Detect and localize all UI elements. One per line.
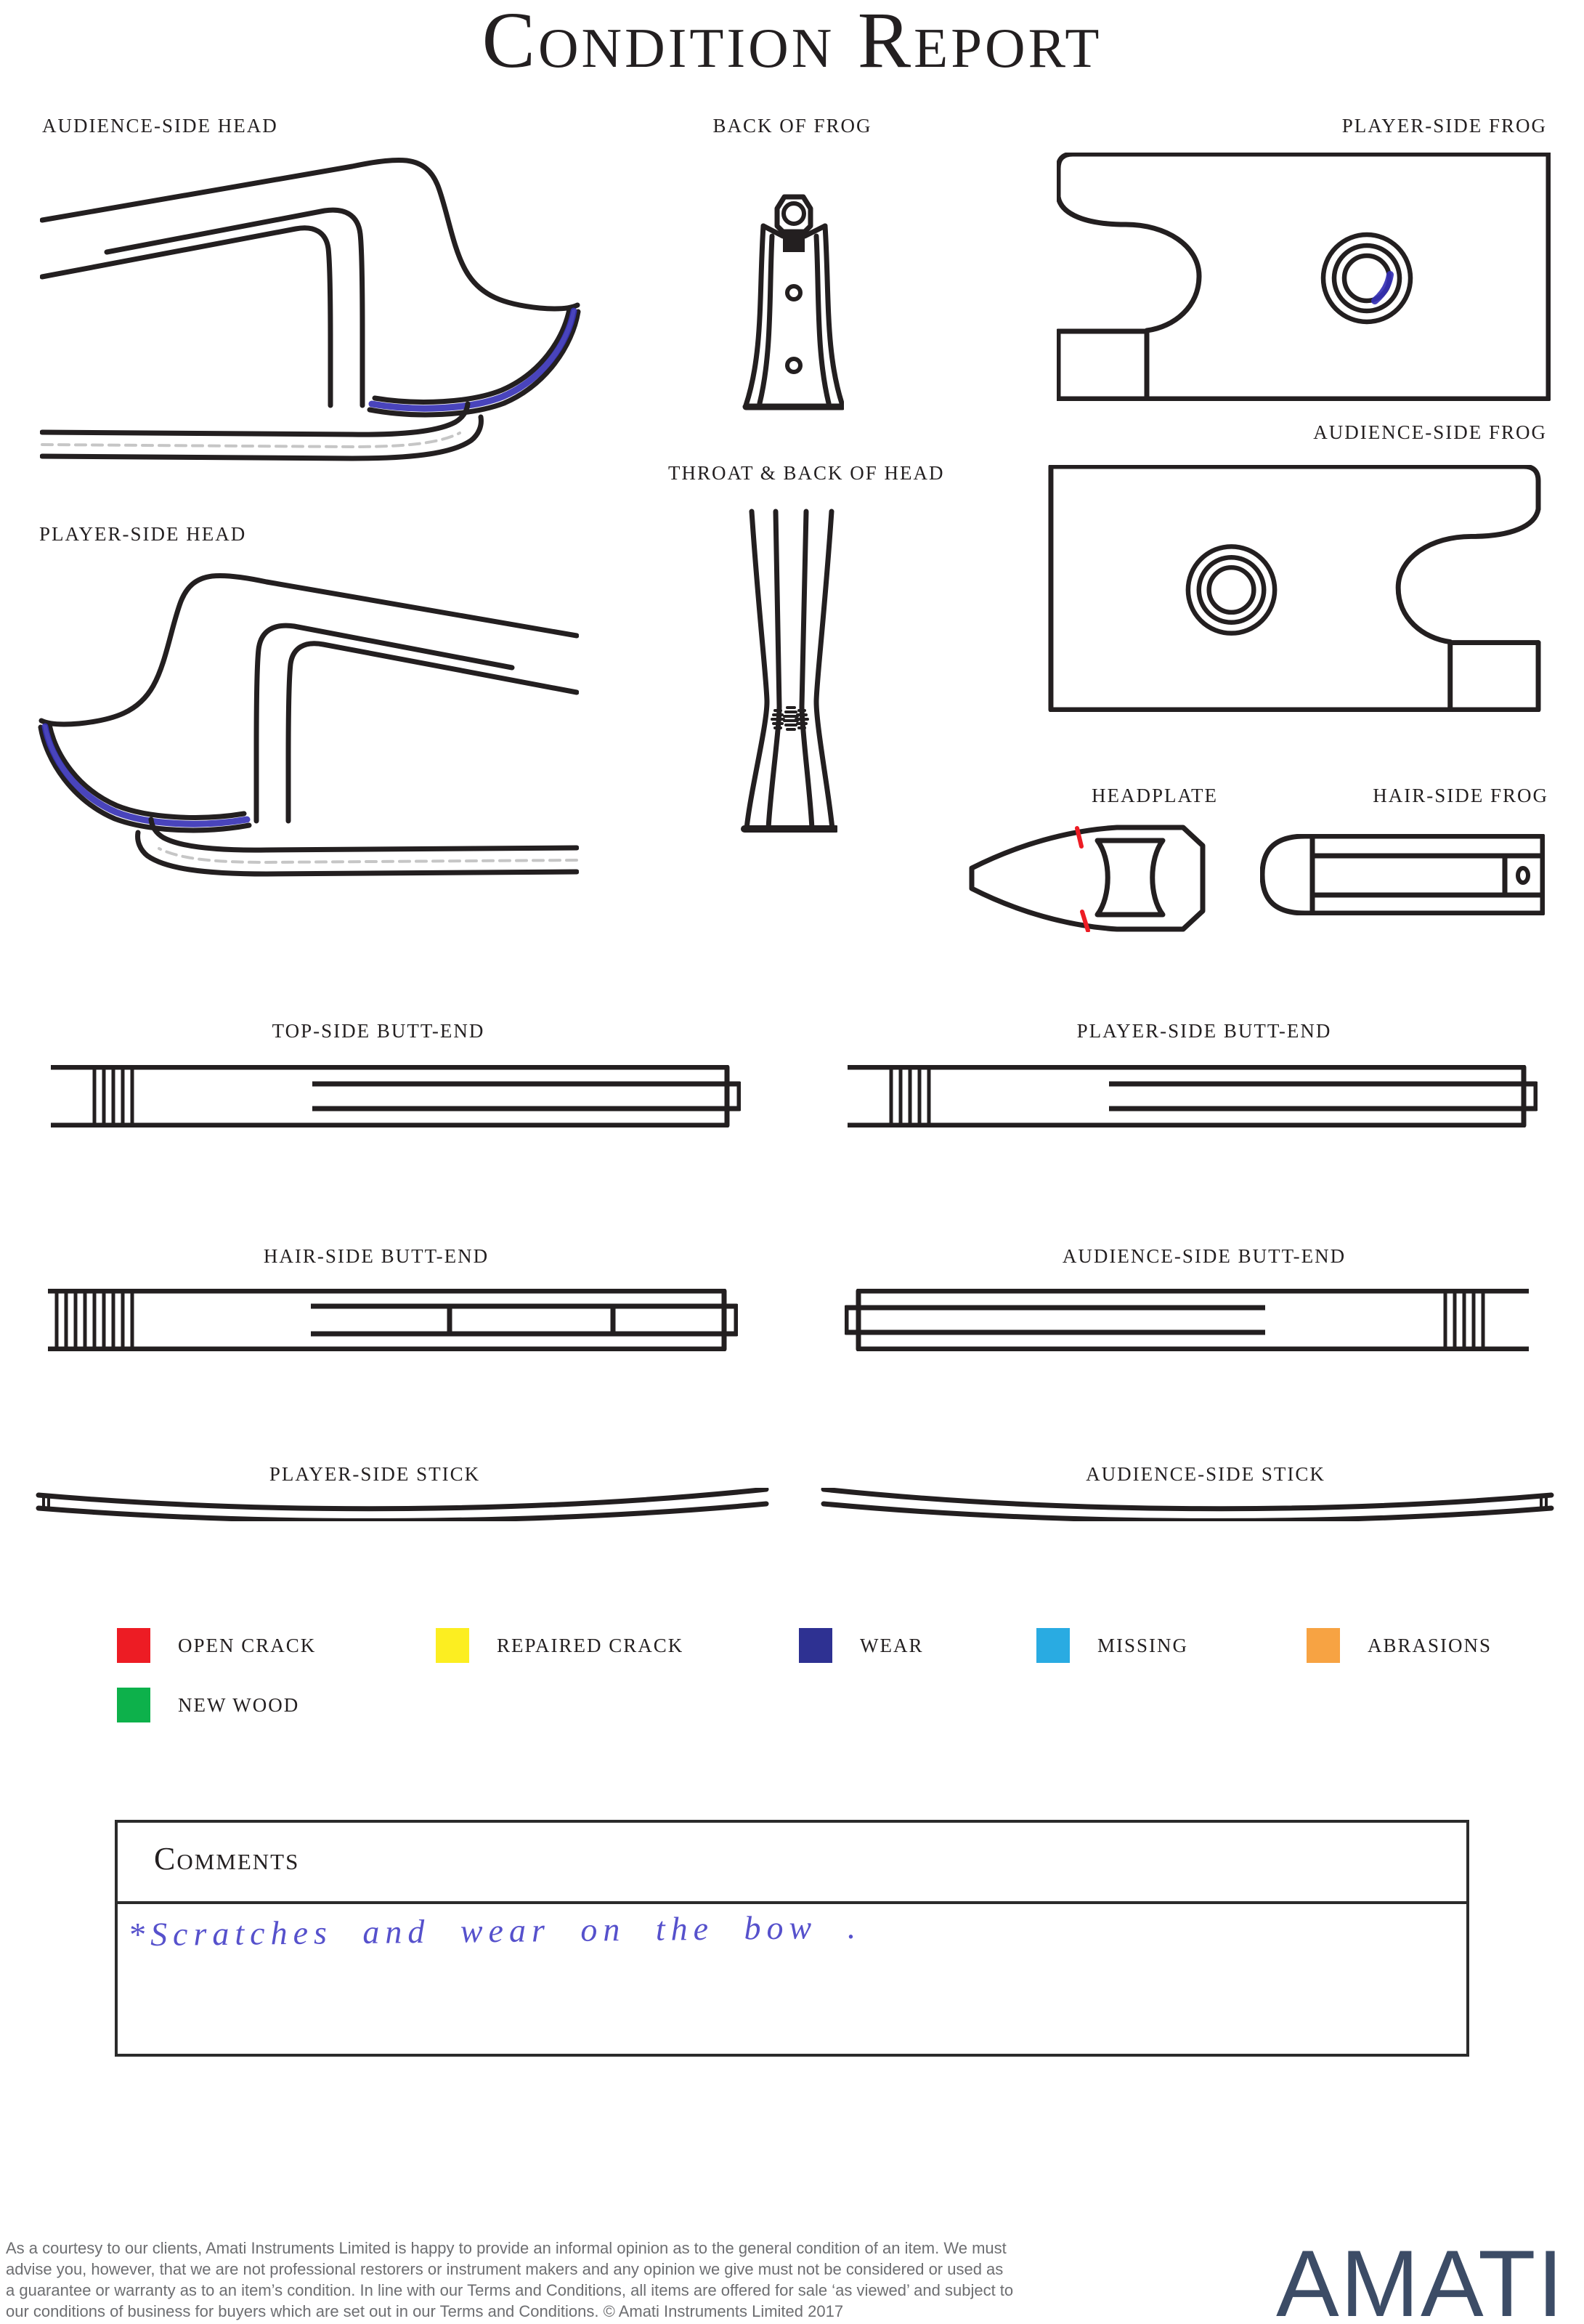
open-crack-swatch xyxy=(117,1628,150,1663)
player-side-head-diagram xyxy=(38,561,579,884)
legend-item-open-crack xyxy=(117,1627,316,1664)
label-audience-side-stick: AUDIENCE-SIDE STICK xyxy=(1086,1463,1325,1485)
audience-side-stick-diagram xyxy=(821,1488,1554,1521)
player-side-stick-diagram xyxy=(36,1488,769,1521)
legend-label: ABRASIONS xyxy=(1368,1634,1492,1656)
new-wood-swatch xyxy=(117,1688,150,1722)
disclaimer-line: As a courtesy to our clients, Amati Instruments Limited is happy to provide an informal opinion as to the general condition of an item. We must xyxy=(6,2239,1007,2257)
legend-item-abrasions xyxy=(1307,1627,1492,1664)
legend-label: MISSING xyxy=(1097,1634,1189,1656)
label-hair-side-butt-end: HAIR-SIDE BUTT-END xyxy=(263,1245,490,1267)
legend-label: WEAR xyxy=(860,1634,924,1656)
legend-label: REPAIRED CRACK xyxy=(497,1634,684,1656)
abrasions-swatch xyxy=(1307,1628,1340,1663)
audience-side-frog-diagram xyxy=(1047,465,1541,712)
repaired-crack-swatch xyxy=(436,1628,469,1663)
disclaimer-line: our conditions of business for buyers which are set out in our Terms and Conditions. © Amati Instruments Limited 2017 xyxy=(6,2302,844,2320)
label-audience-side-frog: AUDIENCE-SIDE FROG xyxy=(1313,421,1547,443)
amati-logo: AMATI xyxy=(1276,2230,1565,2324)
wear-swatch xyxy=(799,1628,832,1663)
comments-divider xyxy=(118,1901,1466,1904)
back-of-frog-diagram xyxy=(742,185,844,412)
label-top-side-butt-end: TOP-SIDE BUTT-END xyxy=(272,1020,485,1042)
disclaimer-line: a guarantee or warranty as to an item’s condition. In line with our Terms and Conditions, all items are offered for sale ‘as viewed’ and subject to xyxy=(6,2281,1014,2299)
footer-disclaimer xyxy=(6,2238,1095,2322)
label-throat-back-of-head: THROAT & BACK OF HEAD xyxy=(668,462,945,484)
label-player-side-head: PLAYER-SIDE HEAD xyxy=(39,523,247,545)
headplate-diagram xyxy=(968,825,1206,932)
audience-side-butt-end-diagram xyxy=(845,1289,1535,1351)
handwritten-comment: *Scratches and wear on the bow . xyxy=(127,1908,862,1953)
disclaimer-line: advise you, however, that we are not professional restorers or instrument makers and any opinion we give must not be considered or used as xyxy=(6,2260,1004,2278)
legend-item-new-wood xyxy=(117,1687,299,1723)
legend-item-missing xyxy=(1036,1627,1188,1664)
audience-side-head-diagram xyxy=(40,145,581,469)
label-player-side-stick: PLAYER-SIDE STICK xyxy=(269,1463,481,1485)
player-side-butt-end-diagram xyxy=(848,1065,1538,1127)
comments-heading: Comments xyxy=(154,1841,300,1876)
hair-side-frog-diagram xyxy=(1260,834,1545,915)
legend-label: OPEN CRACK xyxy=(178,1634,317,1656)
label-back-of-frog: BACK OF FROG xyxy=(712,115,872,137)
throat-back-of-head-diagram xyxy=(714,509,837,833)
legend-label: NEW WOOD xyxy=(178,1693,300,1716)
label-hair-side-frog: HAIR-SIDE FROG xyxy=(1373,785,1548,806)
missing-swatch xyxy=(1036,1628,1070,1663)
label-player-side-frog: PLAYER-SIDE FROG xyxy=(1341,115,1547,137)
legend-item-repaired-crack xyxy=(436,1627,683,1664)
legend-item-wear xyxy=(799,1627,923,1664)
hair-side-butt-end-diagram xyxy=(48,1289,738,1351)
player-side-frog-diagram xyxy=(1057,153,1551,401)
top-side-butt-end-diagram xyxy=(51,1065,741,1127)
label-audience-side-head: AUDIENCE-SIDE HEAD xyxy=(42,115,278,137)
label-player-side-butt-end: PLAYER-SIDE BUTT-END xyxy=(1076,1020,1332,1042)
label-headplate: HEADPLATE xyxy=(1092,785,1218,806)
page-title: Condition Report xyxy=(482,0,1102,84)
label-audience-side-butt-end: AUDIENCE-SIDE BUTT-END xyxy=(1062,1245,1347,1267)
comments-box xyxy=(115,1820,1469,2057)
